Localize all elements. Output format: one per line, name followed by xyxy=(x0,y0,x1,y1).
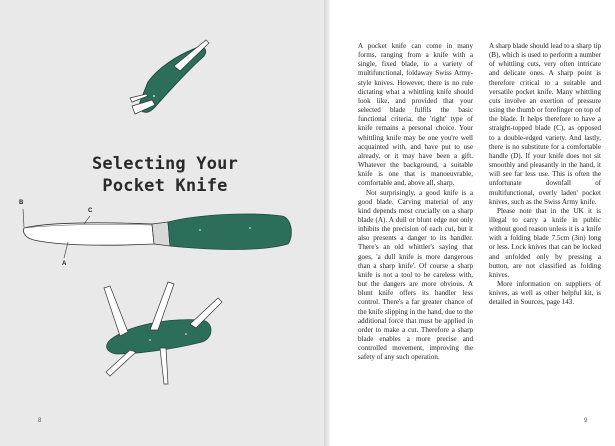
paragraph: More information on suppliers of knives, as well as other helpful kit, is detailed in Sources, page 143. xyxy=(489,280,601,307)
paragraph: A pocket knife can come in many forms, ranging from a knife with a single, fixed blade, to a variety of multifunctional, foldaway Swiss Army-style knives. However, there is no rule dictating what a whittling knife should look like, and provided that your selected blade fulfils the basic functional criteria, the 'right' type of knife remains a personal choice. Your whittling knife may be one you're well acquainted with, and have put to use already, or it may have been a gift. Whatever the background, a suitable knife is one that is manoeuvrable, comfortable and, above all, sharp. xyxy=(358,42,473,188)
page-number-right: 9 xyxy=(584,418,588,424)
fixed-blade-knife-illustration xyxy=(20,200,310,270)
title-line-2: Pocket Knife xyxy=(102,176,228,196)
page-title xyxy=(60,153,270,197)
paragraph: Not surprisingly, a good knife is a good blade. Carving material of any kind depends most crucially on a sharp blade (A). A dull or blunt edge not only inhibits the precision of each cut, but it also presents a danger to its handler. There's an old whittler's saying that goes, 'a dull knife is more dangerous than a sharp knife'. Of course a sharp knife is not a tool to be careless with, but the dangers are more obvious. A blunt knife offers its handler less control. There's a far greater chance of the knife slipping in the hand, due to the additional force that must be applied in order to make a cut. Therefore a sharp blade enables a more precise and controlled movement, improving the safety of any such operation. xyxy=(358,188,473,362)
text-column-2 xyxy=(489,42,601,308)
label-a: A xyxy=(62,261,67,267)
label-b: B xyxy=(19,200,24,206)
text-column-1 xyxy=(358,42,473,362)
swiss-army-knife-illustration xyxy=(90,280,240,390)
title-line-1: Selecting Your xyxy=(91,154,239,174)
folding-knife-illustration-top xyxy=(118,38,218,128)
paragraph: A sharp blade should lead to a sharp tip (B), which is used to perform a number of whittling cuts, very often intricate and delicate ones. A sharp point is therefore critical to a suitable and versatile pocket knife. Many whittling cuts involve an exertion of pressure using the thumb or forefinger on top of the blade. It helps therefore to have a straight-topped blade (C), as opposed to a double-edged variety. And lastly, there is no substitute for a comfortable handle (D). If your knife does not sit smoothly and pleasantly in the hand, it will see far less use. This is often the unfortunate downfall of multifunctional, overly laden' pocket knives, such as the Swiss Army knife. xyxy=(489,42,601,206)
label-c: C xyxy=(88,208,93,214)
page-number-left: 8 xyxy=(38,418,42,424)
paragraph: Please note that in the UK it is illegal to carry a knife in public without good reason unless it is a knife with a folding blade 7.5cm (3in) long or less. Lock knives that can be locked and unfolded only by pressing a button, are not classified as folding knives. xyxy=(489,206,601,279)
